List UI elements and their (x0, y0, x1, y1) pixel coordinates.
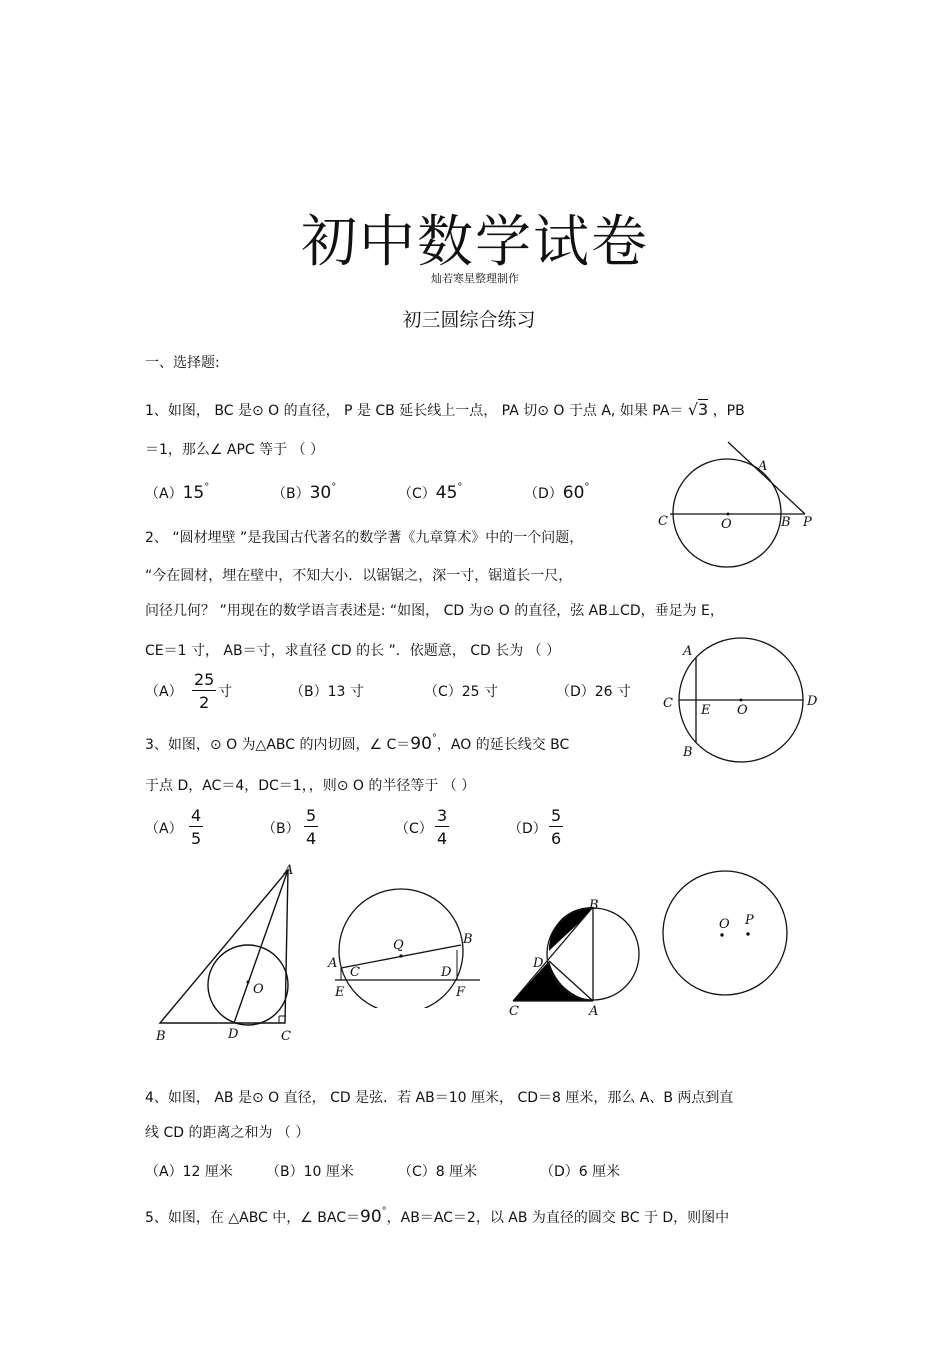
fig1-label-a: A (758, 459, 768, 474)
q4-option-b: （B）10 厘米 (266, 1164, 354, 1180)
q2-option-a-label: （A） (145, 684, 183, 700)
q1-line1-text: 1、如图， BC 是⊙ O 的直径， P 是 CB 延长线上一点， PA 切⊙ O 于点 A, 如果 PA＝ (145, 403, 684, 419)
fig3-triangle (160, 870, 288, 1023)
fig5-label-a: A (589, 1004, 599, 1019)
fig4-label-a: A (328, 956, 338, 971)
fig2-label-a: A (683, 644, 693, 659)
fig5-shade-lower (513, 961, 593, 1001)
q2-line4: CE＝1 寸， AB＝寸，求直径 CD 的长 ”．依题意， CD 长为 （ ） (145, 643, 561, 659)
q2-line1: 2、 “圆材埋壁 ”是我国古代著名的数学蓍《九章算术》中的一个问题， (145, 530, 584, 546)
fig5-label-b: B (589, 898, 599, 913)
fig4-label-b: B (463, 932, 473, 947)
q3-option-d-fraction: $\frac{5}{6}$ (551, 806, 562, 848)
fig4-label-d: D (441, 965, 452, 980)
q2-line3: 问径几何？ ”用现在的数学语言表述是: “如图， CD 为⊙ O 的直径，弦 AB⊥CD，垂足为 E， (145, 603, 724, 619)
fig2-center-dot (740, 699, 743, 702)
q2-option-a-unit: 寸 (218, 684, 232, 700)
figure-q5-shaded-circle (505, 895, 645, 1020)
q4-option-c: （C）8 厘米 (398, 1164, 478, 1180)
fig5-label-c: C (509, 1004, 519, 1019)
q3-option-a-label: （A） (145, 821, 183, 837)
fig2-label-o: O (737, 703, 748, 718)
fig4-label-c: C (350, 965, 360, 980)
q3-angle: 90 (410, 734, 432, 754)
figure-q3-triangle-incircle (150, 858, 310, 1048)
fig1-center-dot (727, 513, 730, 516)
fig1-label-c: C (658, 514, 668, 529)
figure-q6-circle-points (658, 868, 793, 1003)
q2-line2: “今在圆材，埋在壁中，不知大小．以锯锯之，深一寸，锯道长一尺， (145, 568, 573, 584)
q1-option-b: （B）30° (272, 482, 337, 503)
q1-line1-tail: ，PB (712, 403, 745, 419)
q4-line2: 线 CD 的距离之和为 （ ） (145, 1125, 310, 1141)
q1-option-a: （A）15° (145, 482, 210, 503)
section-heading: 一、选择题: (145, 355, 220, 371)
fig2-label-b: B (683, 745, 693, 760)
fig3-label-a: A (284, 863, 294, 878)
fig3-label-o: O (253, 982, 264, 997)
q5-line1: 5、如图，在 △ABC 中，∠ BAC＝90°，AB＝AC＝2，以 AB 为直径的圆交 BC 于 D，则图中 (145, 1206, 730, 1227)
sqrt-sign: √3 (687, 400, 709, 419)
q2-option-a-fraction: $\frac{25}{2}$ (194, 670, 215, 712)
page-title: 初中数学试卷 (301, 210, 649, 275)
fig3-label-b: B (156, 1029, 166, 1044)
fig6-circle (663, 871, 787, 995)
fig6-label-o: O (719, 917, 730, 932)
q4-option-d: （D）6 厘米 (540, 1164, 621, 1180)
figure-q1-circle-tangent (650, 440, 825, 580)
q2-option-d: （D）26 寸 (556, 684, 632, 700)
fig2-label-d: D (807, 694, 818, 709)
fig1-label-o: O (721, 517, 732, 532)
fig1-tangent (728, 442, 805, 514)
fig3-label-d: D (228, 1027, 239, 1042)
q3-option-c-label: （C） (395, 821, 433, 837)
q3-option-d-label: （D） (508, 821, 547, 837)
fig5-label-d: D (533, 956, 544, 971)
figure-q4-circle-line (325, 888, 485, 1008)
q2-option-c: （C）25 寸 (424, 684, 499, 700)
fig6-label-p: P (745, 913, 754, 928)
fig4-label-e: E (335, 985, 345, 1000)
fig4-center-dot (399, 954, 402, 957)
fig6-point-p (746, 932, 749, 935)
figure-q2-circle-chord (655, 630, 825, 765)
fig1-label-b: B (781, 515, 791, 530)
q1-option-d: （D）60° (524, 482, 590, 503)
q3-option-b-fraction: $\frac{5}{4}$ (306, 806, 317, 848)
fig4-label-q: Q (393, 938, 404, 953)
q2-option-b: （B）13 寸 (290, 684, 364, 700)
q5-angle: 90 (360, 1207, 382, 1227)
q4-option-a: （A）12 厘米 (145, 1164, 233, 1180)
q3-option-b-label: （B） (262, 821, 300, 837)
q1-line1 (145, 400, 745, 420)
fig3-line-ad (234, 870, 288, 1023)
fig1-label-p: P (803, 515, 812, 530)
q3-option-c-fraction: $\frac{3}{4}$ (437, 806, 448, 848)
fig3-center-dot (247, 981, 250, 984)
q1-option-c: （C）45° (398, 482, 463, 503)
fig2-label-e: E (701, 703, 711, 718)
q1-line2: ＝1，那么∠ APC 等于 （ ） (145, 442, 325, 458)
fig2-label-c: C (663, 696, 673, 711)
page-subtitle: 初三圆综合练习 (402, 309, 536, 331)
q3-option-a-fraction: $\frac{4}{5}$ (191, 806, 202, 848)
q3-line1: 3、如图，⊙ O 为△ABC 的内切圆，∠ C＝90°，AO 的延长线交 BC (145, 733, 570, 754)
q3-line2: 于点 D，AC＝4，DC＝1，，则⊙ O 的半径等于 （ ） (145, 778, 476, 794)
fig4-label-f: F (456, 985, 466, 1000)
q4-line1: 4、如图， AB 是⊙ O 直径， CD 是弦．若 AB＝10 厘米， CD＝8 厘米，那么 A、B 两点到直 (145, 1090, 734, 1106)
fig3-label-c: C (281, 1029, 291, 1044)
fig6-point-o (720, 933, 723, 936)
maker-note: 灿若寒星整理制作 (431, 272, 519, 285)
